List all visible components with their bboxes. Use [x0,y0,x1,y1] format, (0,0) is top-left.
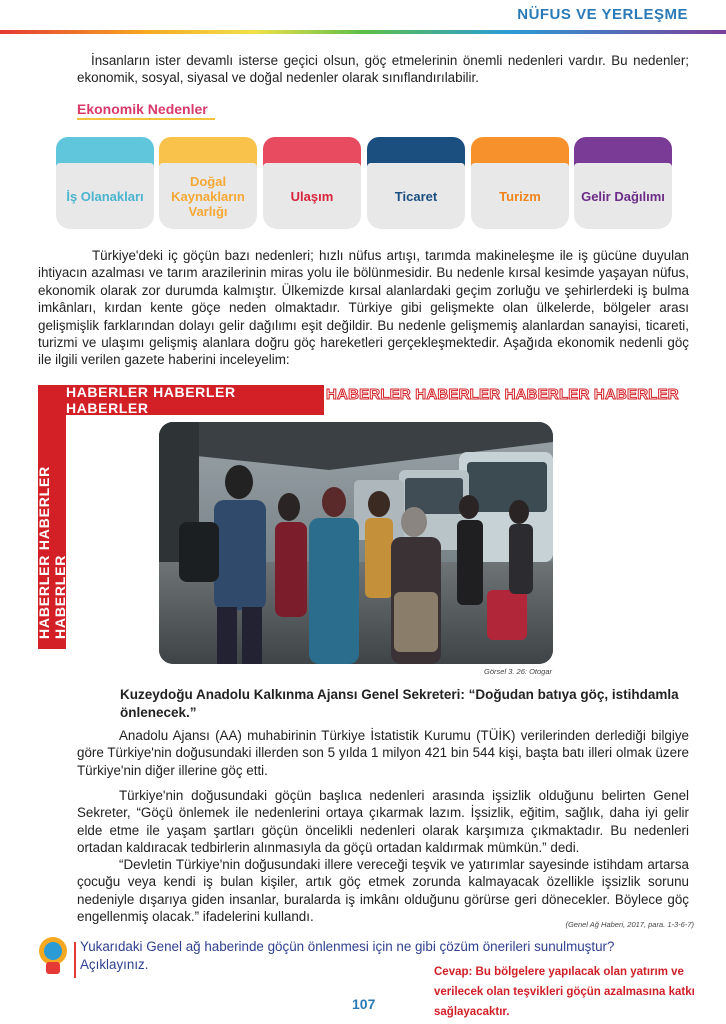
news-paragraph-1: Anadolu Ajansı (AA) muhabirinin Türkiye İstatistik Kurumu (TÜİK) verilerinden derlediği bilgiye göre Türkiye'nin doğusundaki illerden son 5 yılda 1 milyon 421 bin 544 kişi, başta batı illeri olmak üzere Türkiye'nin diğer illerine göç etti. [77,728,689,778]
question-icon [36,936,70,976]
news-source: (Genel Ağ Haberi, 2017, para. 1-3-6-7) [565,920,694,929]
reason-card-label: Ulaşım [263,163,361,229]
news-paragraph-2: Türkiye'nin doğusundaki göçün başlıca nedenleri arasında işsizlik olduğunu belirten Genel Sekreter, “Göçü önlemek ile nedenlerini ortaya çıkarmak lazım. İşsizlik, eğitim, sağlık, daha iyi gelir elde etme ile yaşam şartları göçün öncelikli nedenleri olarak karşımıza çıkmaktadır. Bu nedenleri ortadan kaldıracak tedbirlerin alınmasıyla da göçü ortadan kaldırmak mümkün.” dedi. [77,788,689,856]
header-color-bar [0,30,726,34]
bus-station-photo [159,422,553,664]
reason-card [56,137,154,229]
answer-text: Cevap: Bu bölgelere yapılacak olan yatırım ve verilecek olan teşvikleri göçün azalmasına katkı sağlayacaktır. [434,966,695,1018]
page-number: 107 [352,996,376,1012]
question-text: Yukarıdaki Genel ağ haberinde göçün önlenmesi için ne gibi çözüm önerileri sunulmuştur? Açıklayınız. [80,939,615,972]
news-title: Kuzeydoğu Anadolu Kalkınma Ajansı Genel Sekreteri: “Doğudan batıya göç, istihdamla önlenecek.” [120,687,679,720]
reason-card [367,137,465,229]
haber-outline-text: HABERLER HABERLER HABERLER HABERLER [326,386,679,403]
haber-horizontal-banner [38,385,324,415]
haber-vertical-text: HABERLER HABERLER HABERLER [36,465,68,639]
bus-station-illustration [159,422,553,664]
reason-card [263,137,361,229]
intro-paragraph: İnsanların ister devamlı isterse geçici olsun, göç etmelerinin önemli nedenleri vardır. Bu nedenler; ekonomik, sosyal, siyasal ve doğal nedenler olarak sınıflandırılabilir. [77,53,689,86]
reason-card-label: Turizm [471,163,569,229]
chapter-title: NÜFUS VE YERLEŞME [517,6,688,23]
reason-card-label: Doğal Kaynakların Varlığı [159,163,257,229]
reason-card [471,137,569,229]
question-divider [74,942,76,978]
reason-card [574,137,672,229]
reason-card [159,137,257,229]
section-title-underline [77,118,215,120]
reason-card-label: Ticaret [367,163,465,229]
haber-filled-text: HABERLER HABERLER HABERLER [66,384,236,416]
body-paragraph: Türkiye'deki iç göçün bazı nedenleri; hızlı nüfus artışı, tarımda makineleşme ile iş gücüne duyulan ihtiyacın azalması ve tarım arazilerinin miras yolu ile bölünmesidir. Bu nedenle kırsal kesimde yaşayan nüfus, ekonomik olarak zor durumda kalmıştır. Ülkemizde kırsal alanlardaki geçim zorluğu ve şehirlerdeki iş bulma imkânları, kırdan kente göçe neden olmaktadır. Türkiye gibi gelişmekte olan ülkelerde, bölgeler arası gelişmişlik farklarından dolayı gelir dağılımı eşit değildir. Bu nedenle gelişmemiş alanlardan sanayisi, ticareti, turizmi ve ulaşımı gelişmiş alanlara doğru göç hareketleri gerçekleşmektedir. Aşağıda ekonomik nedenli göç ile ilgili verilen gazete haberini inceleyelim: [38,248,689,368]
news-paragraph-3: “Devletin Türkiye'nin doğusundaki illere vereceği teşvik ve yatırımlar sayesinde istihdam artarsa çocuğu veya kendi iş bulan kişiler, artık göç etmek zorunda kalmayacak özellikle işsizlik sorunu nedeniyle dışarıya giden insanlar, buralarda iş imkânı olduğunu görürse geri dönecekler. Böylece göç engellenmiş olacak.” ifadelerini kullandı. [77,857,689,925]
section-title: Ekonomik Nedenler [77,101,208,117]
photo-caption: Görsel 3. 26: Otogar [484,667,552,676]
reason-card-label: Gelir Dağılımı [574,163,672,229]
reason-card-label: İş Olanakları [56,163,154,229]
